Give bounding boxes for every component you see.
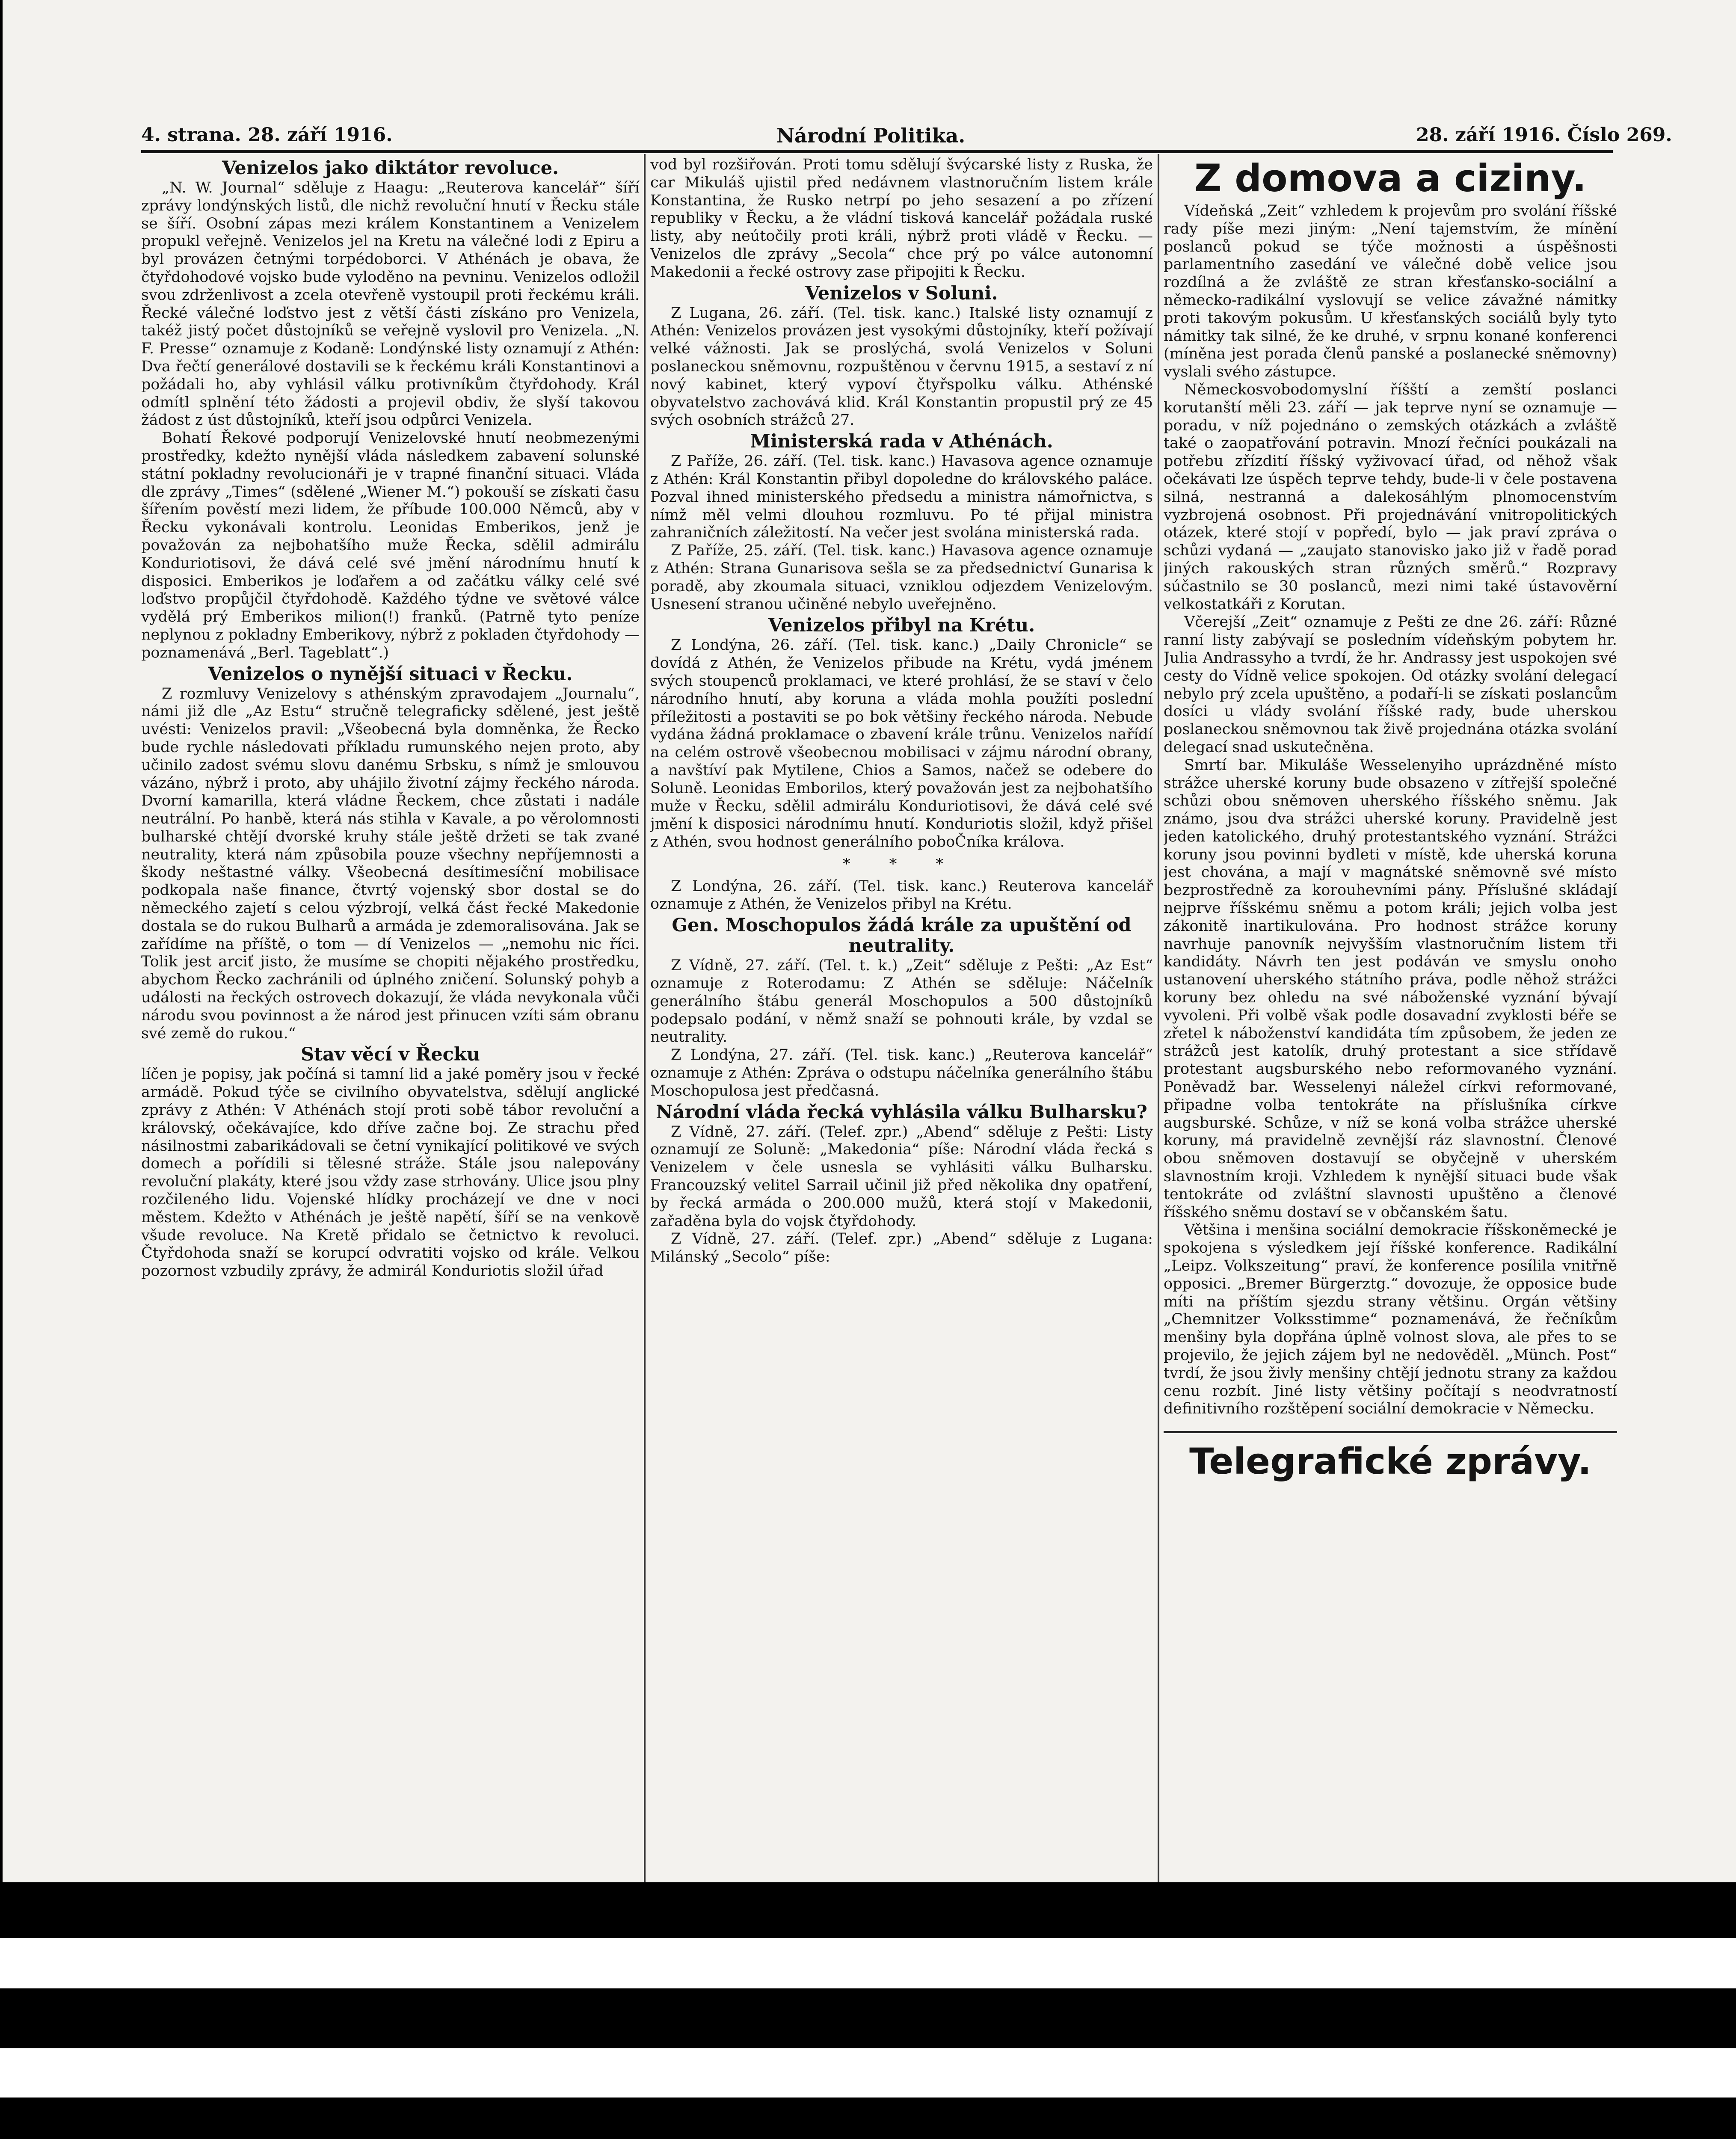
article-headline: Stav věcí v Řecku	[301, 1044, 480, 1066]
article-headline: Venizelos přibyl na Krétu.	[768, 615, 1035, 637]
scan-edge	[0, 0, 3, 1882]
article-paragraph: Smrtí bar. Mikuláše Wesselenyiho uprázdněné místo strážce uherské koruny bude obsazeno v zítřejší společné schůzi obou sněmoven uherského říšského sněmu. Jak známo, jsou dva strážci uherské koruny. Pravidelně jest jeden katolického, druhý protestantského vyznání. Strážci koruny jsou povinni bydleti v místě, kde uherská koruna jest chována, a mají v magnátské sněmovně své místo bezprostředně za korouhevními pány. Příslušné skládají nejprve říšskému sněmu a potom králi; jejich volba jest zákonitě inartikulována. Pro hodnost strážce koruny navrhuje panovník nejvyšším vlastnoručním listem tři kandidáty. Návrh ten jest podáván ve smyslu onoho ustanovení uherského státního práva, podle něhož strážci koruny bez ohledu na své náboženské vyznání bývají vyvoleni. Při volbě však podle dosavadní zvyklosti béře se zřetel k náboženství kandidáta tím způsobem, že jeden ze strážců jest katolík, druhý protestant a sice střídavě protestant augsburského nebo reformovaného vyznání. Poněvadž bar. Wesselenyi náležel církvi reformované, připadne volba tentokráte na příslušníka církve augsburské. Schůze, v níž se koná volba strážce uherské koruny, má pravidelně zevnější ráz slavnostní. Členové obou sněmoven dostavují se obyčejně v uherském slavnostním kroji. Vzhledem k nynější situaci bude však tentokráte od zvláštní slavnosti upuštěno a členové říšského sněmu dostaví se v občanském šatu.	[1164, 756, 1617, 1221]
article-paragraph: Z Vídně, 27. září. (Telef. zpr.) „Abend“ sděluje z Pešti: Listy oznamují ze Soluně: „Makedonia“ píše: Národní vláda řecká s Venizelem v čele usnesla se vyhlásiti válku Bulharsku. Francouzský velitel Sarrail učinil již před několika dny opatření, by řecká armáda o 200.000 mužů, která stojí v Makedonii, zařaděna byla do vojsk čtyřdohody.	[650, 1123, 1153, 1230]
article-paragraph: líčen je popisy, jak počíná si tamní lid a jaké poměry jsou v řecké armádě. Pokud týče se civilního obyvatelstva, sdělují anglické zprávy z Athén: V Athénách stojí proti sobě tábor revoluční a královský, očekávajíce, kdo dříve začne boj. Ze strachu před násilnostmi zabarikádovali se četní vynikající politikové ve svých domech a pořídili si tělesné stráže. Stále jsou nalepovány revoluční plakáty, které jsou vždy zase strhovány. Ulice jsou plny rozčileného lidu. Vojenské hlídky procházejí ve dne v noci městem. Kdežto v Athénách je ještě napětí, šíří se na venkově všude revoluce. Na Kretě přidalo se četnictvo k revoluci. Čtyřdohoda snaží se korupcí odvratiti vojsko od krále. Velkou pozornost vzbudily zprávy, že admirál Konduriotis složil úřad	[141, 1066, 640, 1280]
article-paragraph: Z Londýna, 27. září. (Tel. tisk. kanc.) „Reuterova kancelář“ oznamuje z Athén: Zpráva o odstupu náčelníka generálního štábu Moschopulosa jest předčasná.	[650, 1046, 1153, 1099]
article-paragraph: Německosvobodomyslní říšští a zemští poslanci korutanští měli 23. září — jak teprve nyní se oznamuje — poradu, v níž pojednáno o zemských otázkách a zvláště také o zaopatřování potravin. Mnozí řečníci poukázali na potřebu zřízdití říšský vyživovací úřad, od něhož však očekávati lze úspěch teprve tehdy, bude-li v čele postavena silná, nestranná a dalekosáhlým plnomocenstvím vyzbrojená osobnost. Při projednávání vnitropolitických otázek, které stojí v popředí, bylo — jak praví zpráva o schůzi vydaná — „zaujato stanovisko jako již v řadě porad jiných rakouských stran různých směrů.“ Rozpravy súčastnilo se 30 poslanců, mezi nimi také ústavověrní velkostatkáři z Korutan.	[1164, 381, 1617, 613]
header-rule	[141, 150, 1613, 153]
article-paragraph: Včerejší „Zeit“ oznamuje z Pešti ze dne 26. září: Různé ranní listy zabývají se posledním vídeňským pobytem hr. Julia Andrassyho a tvrdí, že hr. Andrassy jest uspokojen své cesty do Vídně velice spokojen. Od otázky svolání delegací nebylo prý zcela upuštěno, a podaří-li se získati poslancům dosíci u vlády svolání říšské rady, bude uherskou poslaneckou sněmovnou tak živě projednána otázka svolání delegací snad uskutečněna.	[1164, 613, 1617, 756]
article-headline: Gen. Moschopulos žádá krále za upuštění od neutrality.	[672, 915, 1132, 957]
column-2	[650, 156, 1153, 1882]
column-3	[1164, 156, 1617, 1882]
article-paragraph: Z Londýna, 26. září. (Tel. tisk. kanc.) „Daily Chronicle“ se dovídá z Athén, že Venizelos přibude na Krétu, vydá jménem svých stoupenců proklamaci, ve které prohlásí, že se staví v čelo národního hnutí, aby koruna a vláda mohla použíti poslední příležitosti a postaviti se po bok většiny řeckého národa. Nebude vydána žádná proklamace o zbavení krále trůnu. Venizelos nařídí na celém ostrově všeobecnou mobilisaci v zájmu národní obrany, a navštíví pak Mytilene, Chios a Samos, načež se odebere do Soluně. Leonidas Emborilos, který považován jest za nejbohatšího muže v Řecku, sdělil admirálu Konduriotisovi, že dává celé své jmění k disposici národnímu hnutí. Konduriotis složil, když přišel z Athén, svou hodnost generálního poboČníka králova.	[650, 637, 1153, 851]
article-paragraph: vod byl rozšiřován. Proti tomu sdělují švýcarské listy z Ruska, že car Mikuláš ujistil před nedávnem vlastnoručním listem krále Konstantina, že Rusko netrpí po jeho sesazení a po zřízení republiky v Řecku, a že vládní tisková kancelář požádala ruské listy, aby neútočily proti králi, nýbrž proti vládě v Řecku. — Venizelos dle zprávy „Secola“ chce prý po válce autonomní Makedonii a řecké ostrovy zase připojiti k Řecku.	[650, 156, 1153, 281]
article-headline: Ministerská rada v Athénách.	[750, 431, 1053, 453]
article-headline: Národní vláda řecká vyhlásila válku Bulharsku?	[656, 1101, 1147, 1123]
article-paragraph: Vídeňská „Zeit“ vzhledem k projevům pro svolání říšské rady píše mezi jiným: „Není tajemstvím, že mínění poslanců pokud se týče možnosti a úspěšnosti parlamentního zasedání ve válečné době velice jsou rozdílná a že zvláště ze stran křesťansko-sociální a německo-radikální vyslovují se velice závažné námitky proti takovým pokusům. U křesťanských sociálů byly tyto námitky tak silné, že ke druhé, v srpnu konané konferenci (míněna jest porada členů panské a poslanecké sněmovny) vyslali svého zástupce.	[1164, 202, 1617, 381]
article-headline: Venizelos jako diktátor revoluce.	[222, 157, 559, 179]
article-paragraph: Většina i menšina sociální demokracie říšskoněmecké je spokojena s výsledkem její říšské konference. Radikální „Leipz. Volkszeitung“ praví, že konference posílila vnitřně opposici. „Bremer Bürgerztg.“ dovozuje, že opposice bude míti na příštím sjezdu strany většinu. Orgán většiny „Chemnitzer Volksstimme“ poznamenává, že řečníkům menšiny byla dopřána úplně volnost slova, ale přes to se projevilo, že jejich zájem byl ne nedověděl. „Münch. Post“ tvrdí, že jsou živly menšiny chtějí jednotu strany za každou cenu rozbít. Jiné listy většiny počítají s neodvratností definitivního rozštěpení sociální demokracie v Německu.	[1164, 1221, 1617, 1418]
article-paragraph: Z Paříže, 26. září. (Tel. tisk. kanc.) Havasova agence oznamuje z Athén: Král Konstantin přibyl dopoledne do královského paláce. Pozval ihned ministerského předsedu a ministra námořnictva, s nímž měl velmi dlouhou rozmluvu. Po té přijal ministra zahraničních záležitostí. Na večer jest svolána ministerská rada.	[650, 453, 1153, 542]
article-paragraph: Z rozmluvy Venizelovy s athénským zpravodajem „Journalu“, námi již dle „Az Estu“ stručně telegraficky sdělené, jest ještě uvésti: Venizelos pravil: „Všeobecná byla domněnka, že Řecko bude rychle následovati příkladu rumunského nejen proto, aby učinilo zadost svému slovu danému Srbsku, s nímž je smlouvou vázáno, nýbrž i proto, aby uhájilo životní zájmy řeckého národa. Dvorní kamarilla, která vládne Řeckem, chce zůstati i nadále neutrální. Po hanbě, která nás stihla v Kavale, a po věrolomnosti bulharské chtějí dvorské kruhy stále ještě držeti se tak zvané neutrality, která nám způsobila pouze všechny nepříjemnosti a škody neštastné války. Všeobecná desítimesíční mobilisace podkopala naše finance, čtvrtý vojenský sbor dostal se do německého zajetí s celou výzbrojí, velká část řecké Makedonie dostala se do rukou Bulharů a armáda je zdemoralisována. Jak se zařídíme na příště, o tom — dí Venizelos — „nemohu nic říci. Tolik jest arciť jisto, že musíme se chopiti nějakého prostředku, abychom Řecko zachránili od úplného zničení. Solunský pohyb a události na řeckých ostrovech dokazují, že vláda nevykonala vůči národu svou povinnost a že národ jest přinucen vzíti sám obranu své země do rukou.“	[141, 685, 640, 1042]
section-headline: Telegrafické zprávy.	[1164, 1431, 1617, 1482]
page-header-left: 4. strana. 28. září 1916.	[141, 124, 393, 146]
section-separator: * * *	[843, 855, 960, 873]
article-paragraph: Z Londýna, 26. září. (Tel. tisk. kanc.) Reuterova kancelář oznamuje z Athén, že Venizelos přibyl na Krétu.	[650, 877, 1153, 913]
column-divider	[644, 154, 646, 1882]
white-stripe	[0, 1938, 1736, 1988]
section-headline: Z domova a ciziny.	[1194, 156, 1587, 200]
article-headline: Venizelos v Soluni.	[805, 282, 998, 304]
newspaper-masthead: Národní Politika.	[776, 124, 966, 147]
article-paragraph: Z Paříže, 25. září. (Tel. tisk. kanc.) Havasova agence oznamuje z Athén: Strana Gunarisova sešla se za předsednictví Gunarisa k poradě, aby zkoumala situaci, vzniklou odjezdem Venizelovým. Usnesení stranou učiněné nebylo uveřejněno.	[650, 542, 1153, 613]
article-headline: Venizelos o nynější situaci v Řecku.	[208, 663, 573, 685]
article-paragraph: „N. W. Journal“ sděluje z Haagu: „Reuterova kancelář“ šíří zprávy londýnských listů, dle nichž revoluční hnutí v Řecku stále se šíří. Osobní zápas mezi králem Konstantinem a Venizelem propukl veřejně. Venizelos jel na Kretu na válečné lodi z Epiru a byl provázen četnými torpédoborci. V Athénách je obava, že čtyřdohodové vojsko bude vyloděno na pevninu. Venizelos odložil svou zdrženlivost a zcela otevřeně vystoupil proti řeckému králi. Řecké válečné loďstvo jest z větší části získáno pro Venizela, takéž jistý počet důstojníků se veřejně vyslovil pro Venizela. „N. F. Presse“ oznamuje z Kodaně: Londýnské listy oznamují z Athén: Dva řečtí generálové dostavili se k řeckému králi Konstantinovi a požádali ho, aby vyhlásil válku protivníkům čtyřdohody. Král odmítl splnění této žádosti a projevil obdiv, že slyší takovou žádost z úst důstojníků, kteří jsou odpůrci Venizela.	[141, 179, 640, 429]
article-paragraph: Bohatí Řekové podporují Venizelovské hnutí neobmezenými prostředky, kdežto nynější vláda následkem zabavení solunské státní pokladny revolucionáři je v trapné finanční situaci. Vláda dle zprávy „Times“ (sdělené „Wiener M.“) pokouší se získati času šířením pověstí mezi lidem, že příbude 100.000 Němců, aby v Řecku vykonávali kontrolu. Leonidas Emberikos, jenž je považován za nejbohatšího muže Řecka, sdělil admirálu Konduriotisovi, že dává celé své jmění národnímu hnutí k disposici. Emberikos je loďařem a od začátku války celé své loďstvo propůjčil čtyřdohodě. Každého týdne ve světové válce vydělá prý Emberikos milion(!) franků. (Patrně tyto peníze neplynou z pokladny Emberikovy, nýbrž z pokladen čtyřdohody — poznamenává „Berl. Tageblatt“.)	[141, 430, 640, 661]
column-1	[141, 156, 640, 1882]
article-paragraph: Z Vídně, 27. září. (Telef. zpr.) „Abend“ sděluje z Lugana: Milánský „Secolo“ píše:	[650, 1230, 1153, 1266]
article-paragraph: Z Lugana, 26. září. (Tel. tisk. kanc.) Italské listy oznamují z Athén: Venizelos provázen jest vysokými důstojníky, kteří požívají velké vážnosti. Jak se proslýchá, svolá Venizelos v Soluni poslaneckou sněmovnu, rozpuštěnou v červnu 1915, a sestaví z ní nový kabinet, který vypoví čtyřspolku válku. Athénské obyvatelstvo zachovává klid. Král Konstantin propustil prý ze 45 svých osobních strážců 27.	[650, 304, 1153, 429]
column-divider	[1158, 154, 1159, 1882]
article-paragraph: Z Vídně, 27. září. (Tel. t. k.) „Zeit“ sděluje z Pešti: „Az Est“ oznamuje z Roterodamu: Z Athén se sděluje: Náčelník generálního štábu generál Moschopulos a 500 důstojníků podepsalo podání, v němž snaží se pohnouti krále, by vzdal se neutrality.	[650, 957, 1153, 1046]
page-header-right: 28. září 1916. Číslo 269.	[1416, 124, 1672, 146]
white-stripe	[0, 2048, 1736, 2098]
scan-calibration-stripes	[0, 1882, 1736, 2139]
